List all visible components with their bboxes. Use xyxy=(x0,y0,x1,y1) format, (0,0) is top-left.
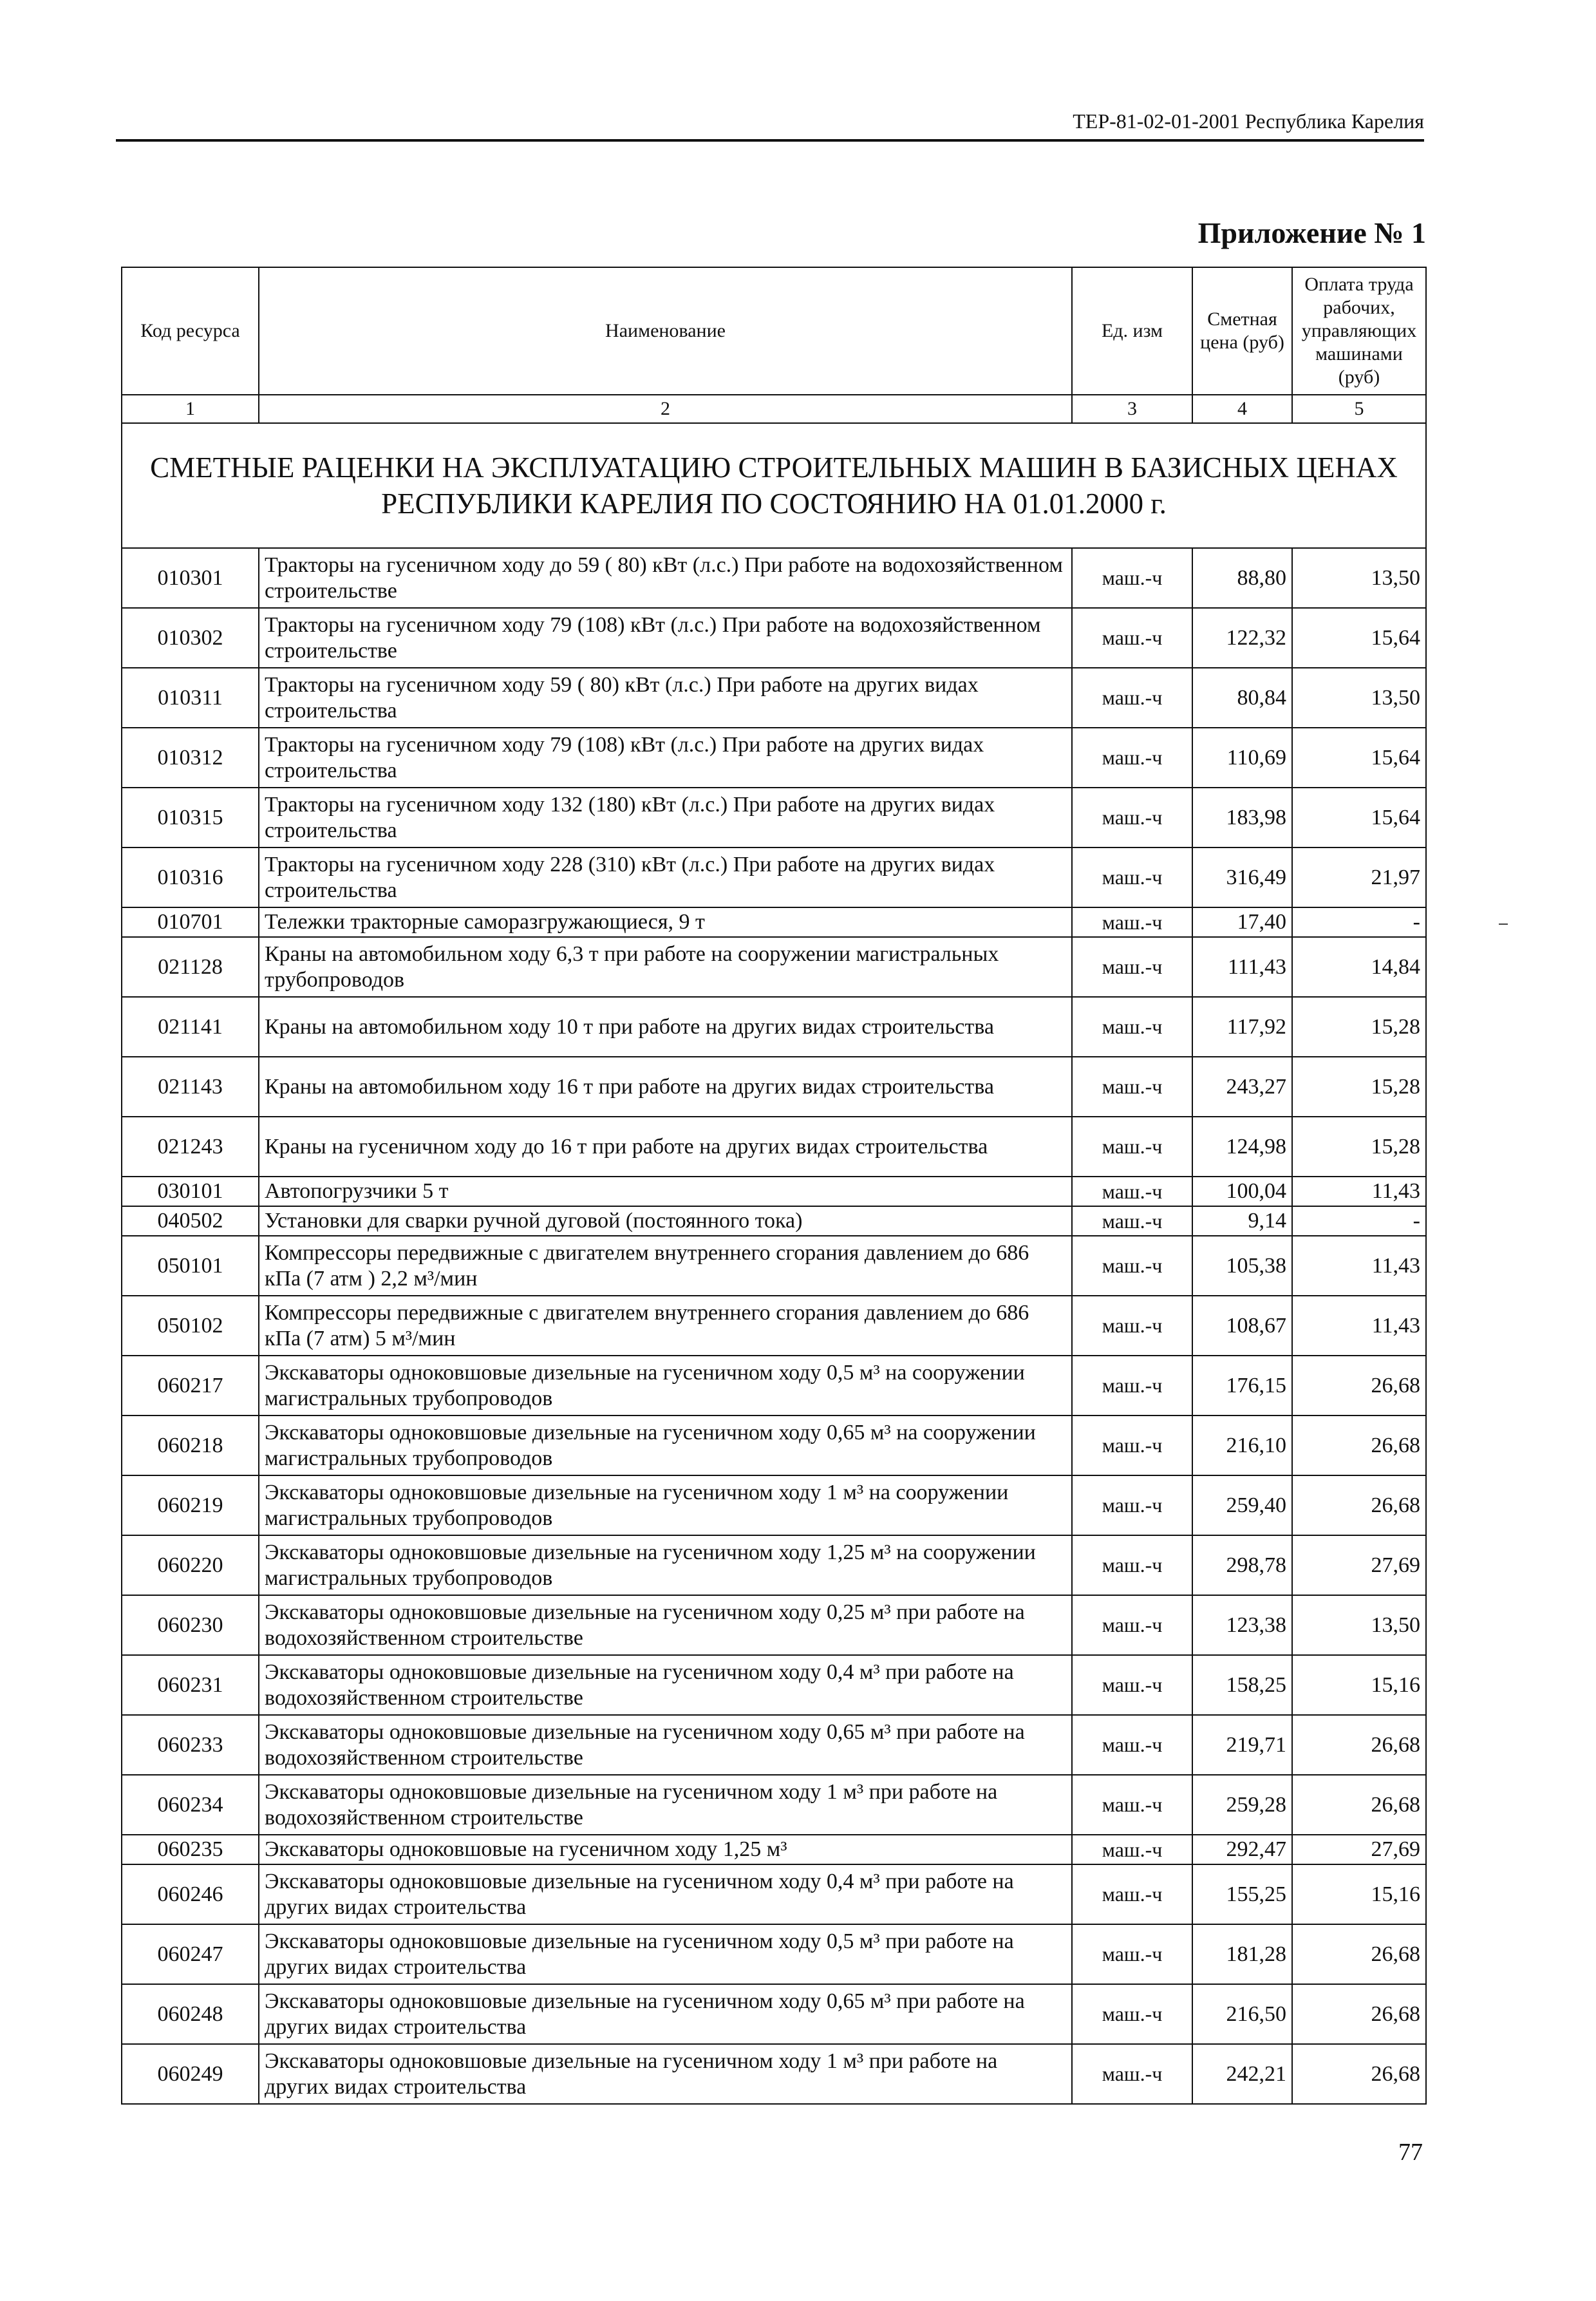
column-number: 1 xyxy=(122,395,259,423)
column-number: 4 xyxy=(1192,395,1292,423)
cell-name: Тракторы на гусеничном ходу до 59 ( 80) кВт (л.с.) При работе на водохозяйственном строительстве xyxy=(259,548,1072,608)
cell-pay: 14,84 xyxy=(1292,937,1426,997)
cell-pay: 21,97 xyxy=(1292,847,1426,907)
cell-code: 010701 xyxy=(122,907,259,937)
cell-code: 010302 xyxy=(122,608,259,668)
cell-price: 316,49 xyxy=(1192,847,1292,907)
cell-unit: маш.-ч xyxy=(1072,2044,1192,2104)
cell-name: Тракторы на гусеничном ходу 79 (108) кВт (л.с.) При работе на других видах строительства xyxy=(259,728,1072,788)
cell-pay: 26,68 xyxy=(1292,1775,1426,1835)
cell-price: 111,43 xyxy=(1192,937,1292,997)
cell-code: 060217 xyxy=(122,1356,259,1416)
table-row xyxy=(122,1924,1426,1984)
cell-code: 060220 xyxy=(122,1535,259,1595)
cell-name: Тракторы на гусеничном ходу 132 (180) кВт (л.с.) При работе на других видах строительства xyxy=(259,788,1072,847)
table-row xyxy=(122,907,1426,937)
column-number: 5 xyxy=(1292,395,1426,423)
cell-pay: 26,68 xyxy=(1292,1356,1426,1416)
table-row xyxy=(122,2044,1426,2104)
cell-price: 183,98 xyxy=(1192,788,1292,847)
cell-code: 060246 xyxy=(122,1864,259,1924)
cell-unit: маш.-ч xyxy=(1072,1835,1192,1864)
table-row xyxy=(122,937,1426,997)
cell-code: 060249 xyxy=(122,2044,259,2104)
table-row xyxy=(122,1356,1426,1416)
cell-code: 060235 xyxy=(122,1835,259,1864)
cell-code: 060247 xyxy=(122,1924,259,1984)
header-pay: Оплата труда рабочих, управляющих машинами (руб) xyxy=(1292,267,1426,395)
cell-pay: 27,69 xyxy=(1292,1535,1426,1595)
cell-unit: маш.-ч xyxy=(1072,1655,1192,1715)
cell-price: 122,32 xyxy=(1192,608,1292,668)
cell-code: 060248 xyxy=(122,1984,259,2044)
cell-code: 060230 xyxy=(122,1595,259,1655)
cell-pay: 27,69 xyxy=(1292,1835,1426,1864)
cell-name: Экскаваторы одноковшовые дизельные на гусеничном ходу 0,65 м³ при работе на других видах строительства xyxy=(259,1984,1072,2044)
cell-unit: маш.-ч xyxy=(1072,1984,1192,2044)
cell-pay: 11,43 xyxy=(1292,1296,1426,1356)
table-row xyxy=(122,1595,1426,1655)
cell-unit: маш.-ч xyxy=(1072,1057,1192,1117)
cell-price: 216,50 xyxy=(1192,1984,1292,2044)
table-row xyxy=(122,1416,1426,1475)
header-code: Код ресурса xyxy=(122,267,259,395)
cell-unit: маш.-ч xyxy=(1072,1177,1192,1206)
cell-pay: 15,64 xyxy=(1292,728,1426,788)
cell-price: 243,27 xyxy=(1192,1057,1292,1117)
rates-table xyxy=(121,267,1427,2105)
cell-unit: маш.-ч xyxy=(1072,1236,1192,1296)
cell-pay: - xyxy=(1292,1206,1426,1236)
cell-pay: 13,50 xyxy=(1292,1595,1426,1655)
cell-name: Экскаваторы одноковшовые дизельные на гусеничном ходу 1,25 м³ на сооружении магистральных трубопроводов xyxy=(259,1535,1072,1595)
cell-unit: маш.-ч xyxy=(1072,847,1192,907)
cell-unit: маш.-ч xyxy=(1072,1206,1192,1236)
cell-unit: маш.-ч xyxy=(1072,1416,1192,1475)
document-reference: ТЕР-81-02-01-2001 Республика Карелия xyxy=(1073,109,1424,133)
table-row xyxy=(122,1984,1426,2044)
cell-code: 021128 xyxy=(122,937,259,997)
cell-code: 060233 xyxy=(122,1715,259,1775)
cell-pay: 15,28 xyxy=(1292,1117,1426,1177)
margin-mark xyxy=(1499,923,1508,925)
table-row xyxy=(122,1775,1426,1835)
section-title-row xyxy=(122,423,1426,548)
cell-pay: 26,68 xyxy=(1292,1416,1426,1475)
cell-code: 010315 xyxy=(122,788,259,847)
cell-unit: маш.-ч xyxy=(1072,1595,1192,1655)
cell-name: Компрессоры передвижные с двигателем внутреннего сгорания давлением до 686 кПа (7 атм ) 2,2 м³/мин xyxy=(259,1236,1072,1296)
cell-name: Экскаваторы одноковшовые дизельные на гусеничном ходу 0,25 м³ при работе на водохозяйственном строительстве xyxy=(259,1595,1072,1655)
cell-price: 117,92 xyxy=(1192,997,1292,1057)
cell-price: 155,25 xyxy=(1192,1864,1292,1924)
cell-unit: маш.-ч xyxy=(1072,668,1192,728)
cell-pay: 15,64 xyxy=(1292,608,1426,668)
cell-pay: - xyxy=(1292,907,1426,937)
cell-name: Краны на автомобильном ходу 6,3 т при работе на сооружении магистральных трубопроводов xyxy=(259,937,1072,997)
cell-unit: маш.-ч xyxy=(1072,937,1192,997)
cell-unit: маш.-ч xyxy=(1072,788,1192,847)
cell-unit: маш.-ч xyxy=(1072,1775,1192,1835)
cell-code: 060219 xyxy=(122,1475,259,1535)
table-row xyxy=(122,548,1426,608)
cell-price: 298,78 xyxy=(1192,1535,1292,1595)
table-row xyxy=(122,997,1426,1057)
header-name: Наименование xyxy=(259,267,1072,395)
cell-unit: маш.-ч xyxy=(1072,1535,1192,1595)
section-title: СМЕТНЫЕ РАЦЕНКИ НА ЭКСПЛУАТАЦИЮ СТРОИТЕЛЬНЫХ МАШИН В БАЗИСНЫХ ЦЕНАХ РЕСПУБЛИКИ КАРЕЛИЯ ПО СОСТОЯНИЮ НА 01.01.2000 г. xyxy=(122,423,1426,548)
cell-pay: 26,68 xyxy=(1292,1924,1426,1984)
table-row xyxy=(122,728,1426,788)
cell-price: 216,10 xyxy=(1192,1416,1292,1475)
cell-price: 17,40 xyxy=(1192,907,1292,937)
header-price: Сметная цена (руб) xyxy=(1192,267,1292,395)
cell-name: Экскаваторы одноковшовые дизельные на гусеничном ходу 1 м³ при работе на других видах строительства xyxy=(259,2044,1072,2104)
table-row xyxy=(122,1206,1426,1236)
header-rule xyxy=(116,139,1424,142)
cell-unit: маш.-ч xyxy=(1072,548,1192,608)
cell-price: 105,38 xyxy=(1192,1236,1292,1296)
cell-name: Экскаваторы одноковшовые дизельные на гусеничном ходу 0,5 м³ на сооружении магистральных трубопроводов xyxy=(259,1356,1072,1416)
table-row xyxy=(122,788,1426,847)
cell-unit: маш.-ч xyxy=(1072,1864,1192,1924)
cell-name: Тракторы на гусеничном ходу 59 ( 80) кВт (л.с.) При работе на других видах строительства xyxy=(259,668,1072,728)
table-header-row xyxy=(122,267,1426,395)
table-row xyxy=(122,668,1426,728)
table-row xyxy=(122,1057,1426,1117)
cell-price: 88,80 xyxy=(1192,548,1292,608)
cell-code: 010316 xyxy=(122,847,259,907)
table-row xyxy=(122,1835,1426,1864)
cell-price: 242,21 xyxy=(1192,2044,1292,2104)
cell-price: 110,69 xyxy=(1192,728,1292,788)
cell-code: 040502 xyxy=(122,1206,259,1236)
cell-name: Тракторы на гусеничном ходу 79 (108) кВт (л.с.) При работе на водохозяйственном строительстве xyxy=(259,608,1072,668)
table-row xyxy=(122,1864,1426,1924)
cell-price: 80,84 xyxy=(1192,668,1292,728)
column-number: 3 xyxy=(1072,395,1192,423)
cell-name: Экскаваторы одноковшовые дизельные на гусеничном ходу 1 м³ на сооружении магистральных трубопроводов xyxy=(259,1475,1072,1535)
cell-unit: маш.-ч xyxy=(1072,1475,1192,1535)
cell-price: 108,67 xyxy=(1192,1296,1292,1356)
cell-pay: 15,28 xyxy=(1292,997,1426,1057)
cell-price: 100,04 xyxy=(1192,1177,1292,1206)
cell-price: 181,28 xyxy=(1192,1924,1292,1984)
cell-pay: 26,68 xyxy=(1292,1715,1426,1775)
cell-code: 010312 xyxy=(122,728,259,788)
cell-unit: маш.-ч xyxy=(1072,1117,1192,1177)
table-row xyxy=(122,1296,1426,1356)
cell-code: 010301 xyxy=(122,548,259,608)
cell-price: 158,25 xyxy=(1192,1655,1292,1715)
page-number: 77 xyxy=(1398,2139,1423,2166)
cell-unit: маш.-ч xyxy=(1072,1924,1192,1984)
cell-unit: маш.-ч xyxy=(1072,608,1192,668)
header-unit: Ед. изм xyxy=(1072,267,1192,395)
cell-price: 259,40 xyxy=(1192,1475,1292,1535)
cell-price: 124,98 xyxy=(1192,1117,1292,1177)
cell-name: Экскаваторы одноковшовые дизельные на гусеничном ходу 0,65 м³ на сооружении магистральных трубопроводов xyxy=(259,1416,1072,1475)
table-row xyxy=(122,1117,1426,1177)
cell-unit: маш.-ч xyxy=(1072,1356,1192,1416)
cell-pay: 15,64 xyxy=(1292,788,1426,847)
cell-unit: маш.-ч xyxy=(1072,1715,1192,1775)
cell-pay: 13,50 xyxy=(1292,668,1426,728)
cell-pay: 15,28 xyxy=(1292,1057,1426,1117)
cell-code: 050102 xyxy=(122,1296,259,1356)
cell-code: 050101 xyxy=(122,1236,259,1296)
cell-unit: маш.-ч xyxy=(1072,907,1192,937)
cell-name: Экскаваторы одноковшовые дизельные на гусеничном ходу 0,4 м³ при работе на других видах строительства xyxy=(259,1864,1072,1924)
cell-code: 021141 xyxy=(122,997,259,1057)
cell-pay: 15,16 xyxy=(1292,1655,1426,1715)
cell-pay: 15,16 xyxy=(1292,1864,1426,1924)
column-number-row xyxy=(122,395,1426,423)
cell-name: Экскаваторы одноковшовые дизельные на гусеничном ходу 1 м³ при работе на водохозяйственном строительстве xyxy=(259,1775,1072,1835)
cell-price: 259,28 xyxy=(1192,1775,1292,1835)
cell-pay: 26,68 xyxy=(1292,1475,1426,1535)
table-row xyxy=(122,1535,1426,1595)
cell-unit: маш.-ч xyxy=(1072,997,1192,1057)
cell-pay: 11,43 xyxy=(1292,1177,1426,1206)
table-row xyxy=(122,1715,1426,1775)
cell-code: 021243 xyxy=(122,1117,259,1177)
cell-name: Экскаваторы одноковшовые дизельные на гусеничном ходу 0,4 м³ при работе на водохозяйственном строительстве xyxy=(259,1655,1072,1715)
cell-name: Краны на гусеничном ходу до 16 т при работе на других видах строительства xyxy=(259,1117,1072,1177)
cell-code: 010311 xyxy=(122,668,259,728)
cell-pay: 26,68 xyxy=(1292,2044,1426,2104)
table-row xyxy=(122,1177,1426,1206)
table-row xyxy=(122,1655,1426,1715)
cell-name: Экскаваторы одноковшовые на гусеничном ходу 1,25 м³ xyxy=(259,1835,1072,1864)
cell-pay: 11,43 xyxy=(1292,1236,1426,1296)
cell-price: 176,15 xyxy=(1192,1356,1292,1416)
table-row xyxy=(122,1475,1426,1535)
cell-code: 030101 xyxy=(122,1177,259,1206)
cell-code: 060218 xyxy=(122,1416,259,1475)
cell-name: Краны на автомобильном ходу 10 т при работе на других видах строительства xyxy=(259,997,1072,1057)
cell-code: 060234 xyxy=(122,1775,259,1835)
cell-name: Установки для сварки ручной дуговой (постоянного тока) xyxy=(259,1206,1072,1236)
cell-pay: 13,50 xyxy=(1292,548,1426,608)
table-row xyxy=(122,847,1426,907)
cell-name: Автопогрузчики 5 т xyxy=(259,1177,1072,1206)
cell-code: 060231 xyxy=(122,1655,259,1715)
cell-name: Экскаваторы одноковшовые дизельные на гусеничном ходу 0,5 м³ при работе на других видах строительства xyxy=(259,1924,1072,1984)
cell-name: Компрессоры передвижные с двигателем внутреннего сгорания давлением до 686 кПа (7 атм) 5 м³/мин xyxy=(259,1296,1072,1356)
cell-pay: 26,68 xyxy=(1292,1984,1426,2044)
table-row xyxy=(122,1236,1426,1296)
cell-name: Тележки тракторные саморазгружающиеся, 9 т xyxy=(259,907,1072,937)
cell-unit: маш.-ч xyxy=(1072,728,1192,788)
cell-code: 021143 xyxy=(122,1057,259,1117)
cell-price: 219,71 xyxy=(1192,1715,1292,1775)
appendix-title: Приложение № 1 xyxy=(1197,216,1426,249)
cell-price: 123,38 xyxy=(1192,1595,1292,1655)
column-number: 2 xyxy=(259,395,1072,423)
cell-price: 292,47 xyxy=(1192,1835,1292,1864)
cell-name: Краны на автомобильном ходу 16 т при работе на других видах строительства xyxy=(259,1057,1072,1117)
table-row xyxy=(122,608,1426,668)
cell-name: Тракторы на гусеничном ходу 228 (310) кВт (л.с.) При работе на других видах строительства xyxy=(259,847,1072,907)
cell-price: 9,14 xyxy=(1192,1206,1292,1236)
cell-name: Экскаваторы одноковшовые дизельные на гусеничном ходу 0,65 м³ при работе на водохозяйственном строительстве xyxy=(259,1715,1072,1775)
cell-unit: маш.-ч xyxy=(1072,1296,1192,1356)
